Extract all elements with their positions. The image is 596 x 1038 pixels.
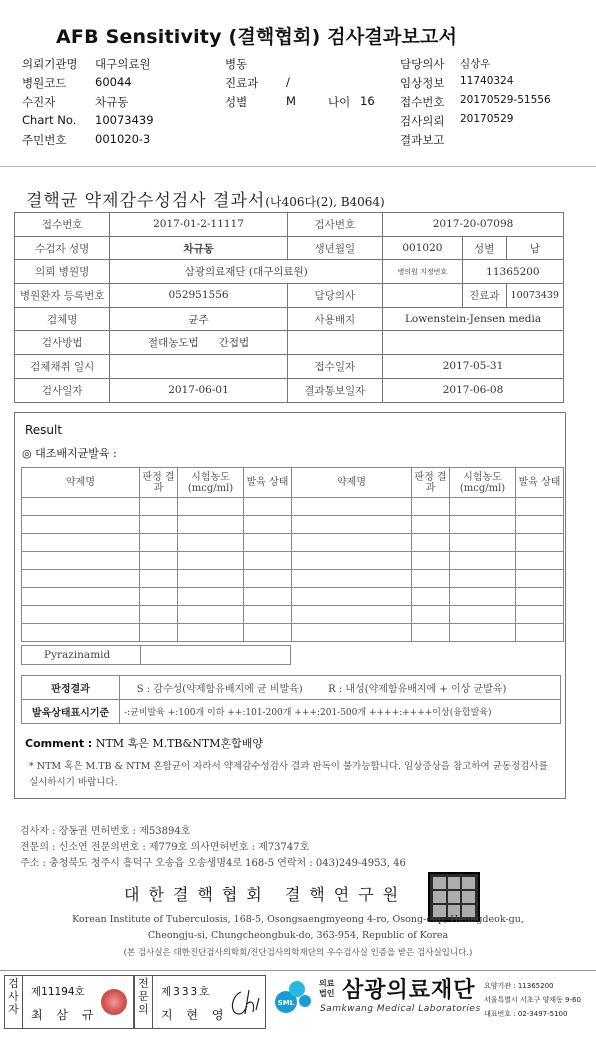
cell: 검사방법 [15, 331, 110, 355]
cell: 의뢰 병원명 [15, 260, 110, 284]
cell: 2017-06-01 [110, 378, 287, 402]
cell: 2017-06-08 [383, 378, 564, 402]
value: 심상우 [460, 58, 491, 70]
cell: 사용배지 [287, 307, 382, 331]
value: 대구의료원 [95, 57, 151, 71]
table-row [15, 307, 564, 331]
header-cell: 약제명 [22, 468, 140, 498]
table-row [15, 378, 564, 402]
cell: 검사일자 [15, 378, 110, 402]
address-line: 주소 : 충청북도 청주시 흥덕구 오송읍 오송생명4로 168-5 연락처 : 043)249-4953, 46 [20, 858, 406, 869]
comment-note: * NTM 혹은 M.TB & NTM 혼합균이 자라서 약제감수성검사 결과 판독이 불가능합니다. 임상증상을 참고하여 균동정검사를 실시하시기 바랍니다. [29, 761, 548, 788]
table-header-row [22, 468, 564, 498]
method-2: 간접법 [218, 337, 250, 350]
value: 20170529-51556 [460, 94, 551, 106]
cell [110, 355, 287, 379]
cell: 생년월일 [287, 236, 382, 260]
logo-corp-label: 의료법인 [319, 979, 335, 998]
cell: 성별 [462, 236, 506, 260]
legend-key: 판정결과 [22, 676, 120, 700]
table-row [22, 516, 564, 534]
cell: 남 [506, 236, 563, 260]
table-row [15, 213, 564, 237]
label: 의뢰기관명 [22, 57, 78, 71]
result-title: Result [25, 423, 63, 437]
specialist-license-no: 제333호 [161, 986, 212, 998]
table-row [22, 700, 561, 724]
label: 접수번호 [400, 95, 445, 109]
table-row [15, 284, 564, 308]
value: 60044 [95, 75, 132, 89]
legend-value: -:균비발육 +:100개 이하 ++:101-200개 +++:201-500개 ++++:++++이상(융합발육) [120, 700, 561, 724]
legend-table [21, 675, 561, 724]
comment-label: Comment : [25, 737, 93, 750]
cell: 삼광의료재단 (대구의료원) [110, 260, 383, 284]
pyrazinamid-label: Pyrazinamid [44, 649, 111, 661]
cell: 병의원 지정번호 [383, 260, 463, 284]
pyrazinamid-row [21, 645, 291, 665]
value: 11740324 [460, 75, 514, 87]
table-row [22, 570, 564, 588]
label: 결과보고 [400, 133, 445, 147]
cell [383, 331, 564, 355]
table-row [22, 498, 564, 516]
report-title: AFB Sensitivity (결핵협회) 검사결과보고서 [56, 26, 458, 48]
label: 진료과 [225, 76, 259, 90]
cell: 2017-20-07098 [383, 213, 564, 237]
cell: 검사번호 [287, 213, 382, 237]
cell: 검체명 [15, 307, 110, 331]
value: 16 [360, 94, 375, 108]
specialist-signature-box [134, 975, 266, 1029]
table-row [22, 588, 564, 606]
label: 검사의뢰 [400, 114, 445, 128]
method-1: 절대농도법 [147, 337, 199, 350]
cell: 결과통보일자 [287, 378, 382, 402]
table-row [15, 355, 564, 379]
cell: 11365200 [462, 260, 563, 284]
cell: 접수일자 [287, 355, 382, 379]
comment-text: NTM 혹은 M.TB&NTM혼합배양 [95, 737, 264, 750]
label: 병동 [225, 57, 248, 71]
table-row [15, 236, 564, 260]
organization-address-en-1: Korean Institute of Tuberculosis, 168-5, Osongsaengmyeong 4-ro, Osong-eup, Heungdeok-gu, [72, 914, 524, 925]
signature-icon [223, 984, 263, 1022]
document-title-text: 결핵균 약제감수성검사 결과서 [26, 191, 266, 211]
logo-badge: SML [277, 999, 295, 1007]
header-row [22, 56, 582, 75]
control-growth-label: ◎ 대조배지균발육 : [22, 447, 117, 460]
cell: 2017-05-31 [383, 355, 564, 379]
specialist-label: 전문의 [135, 976, 153, 1028]
value: 10073439 [95, 113, 154, 127]
header-row [22, 132, 582, 151]
legend-key: 발육상태표시기준 [22, 700, 120, 724]
header-cell: 시험농도 (mcg/ml) [178, 468, 244, 498]
legend-value [120, 676, 561, 700]
certification-note: (본 검사실은 대한진단검사의학회/진단검사의학재단의 우수검사실 인증을 받은 검사실입니다.) [123, 948, 473, 958]
document-title [26, 186, 385, 211]
header-cell: 발육 상태 [244, 468, 292, 498]
result-section [14, 412, 566, 799]
label: 담당의사 [400, 57, 445, 71]
label: 나이 [328, 95, 351, 109]
header-cell: 판정 결과 [412, 468, 450, 498]
label: 주민번호 [22, 133, 67, 147]
table-row [22, 534, 564, 552]
tester-name: 최 삼 규 [31, 1008, 99, 1022]
cell: 2017-01-2-11117 [110, 213, 287, 237]
divider [0, 166, 596, 167]
cell [383, 284, 463, 308]
label: Chart No. [22, 113, 77, 127]
header-cell: 약제명 [292, 468, 412, 498]
table-row [22, 624, 564, 642]
legend-r: R : 내성(약제함유배지에 + 이상 균발육) [328, 684, 507, 695]
label: 임상정보 [400, 76, 445, 90]
cell: 담당의사 [287, 284, 382, 308]
label: 병원코드 [22, 76, 67, 90]
document-code: (나406다(2), B4064) [265, 195, 385, 209]
drug-result-table [21, 467, 564, 642]
value: M [286, 94, 296, 108]
institution-phone: 대표번호 : 02-3497-5100 [484, 1010, 568, 1018]
header-row [22, 94, 582, 113]
institution-address: 서울특별시 서초구 양재동 9-60 [484, 996, 581, 1004]
table-row [15, 260, 564, 284]
samkwang-logo-icon [273, 977, 313, 1017]
header-cell: 시험농도 (mcg/ml) [450, 468, 516, 498]
cell [110, 331, 287, 355]
tester-license-no: 제11194호 [31, 986, 85, 998]
label: 성별 [225, 95, 248, 109]
specialist-line: 전문의 : 신소연 전문의번호 : 제779호 의사면허번호 : 제73747호 [20, 842, 310, 853]
cell: 수검자 성명 [15, 236, 110, 260]
cell [287, 331, 382, 355]
value: / [286, 75, 290, 89]
legend-s: S : 감수성(약제함유배지에 균 비발육) [136, 684, 303, 695]
tester-label: 검사자 [5, 976, 23, 1028]
cell: 접수번호 [15, 213, 110, 237]
cell: Lowenstein-Jensen media [383, 307, 564, 331]
cell: 차규동 [110, 236, 287, 260]
header-row [22, 113, 582, 132]
patient-info-table [14, 212, 564, 403]
table-row [22, 552, 564, 570]
institution-code: 요양기관 : 11365200 [484, 982, 554, 990]
patient-header [22, 56, 582, 151]
header-row [22, 75, 582, 94]
table-row [22, 676, 561, 700]
value: 001020-3 [95, 132, 151, 146]
table-row [22, 606, 564, 624]
cell: 검체채취 일시 [15, 355, 110, 379]
cell: 병원환자 등록번호 [15, 284, 110, 308]
cell: 10073439 [506, 284, 563, 308]
footer [0, 970, 596, 1038]
header-cell: 발육 상태 [516, 468, 564, 498]
value: 20170529 [460, 113, 514, 125]
table-row [15, 331, 564, 355]
tester-seal-icon [101, 989, 127, 1015]
logo-name: 삼광의료재단 [342, 978, 476, 1003]
tester-line: 검사자 : 장동권 면허번호 : 제53894호 [20, 826, 191, 837]
organization-address-en-2: Cheongju-si, Chungcheongbuk-do, 363-954, Republic of Korea [147, 930, 449, 941]
cell: 진료과 [462, 284, 506, 308]
value: 차규동 [95, 95, 129, 109]
label: 수진자 [22, 95, 56, 109]
tester-signature-box [4, 975, 134, 1029]
cell: 001020 [383, 236, 463, 260]
header-cell: 판정 결과 [140, 468, 178, 498]
cell: 균주 [110, 307, 287, 331]
cell-divider [140, 646, 141, 664]
cell: 052951556 [110, 284, 287, 308]
organization-name: 대한결핵협회 결핵연구원 [124, 885, 408, 904]
logo-name-en: Samkwang Medical Laboratories [320, 1004, 481, 1014]
specialist-name: 지 현 영 [161, 1008, 229, 1022]
comment [25, 735, 263, 751]
